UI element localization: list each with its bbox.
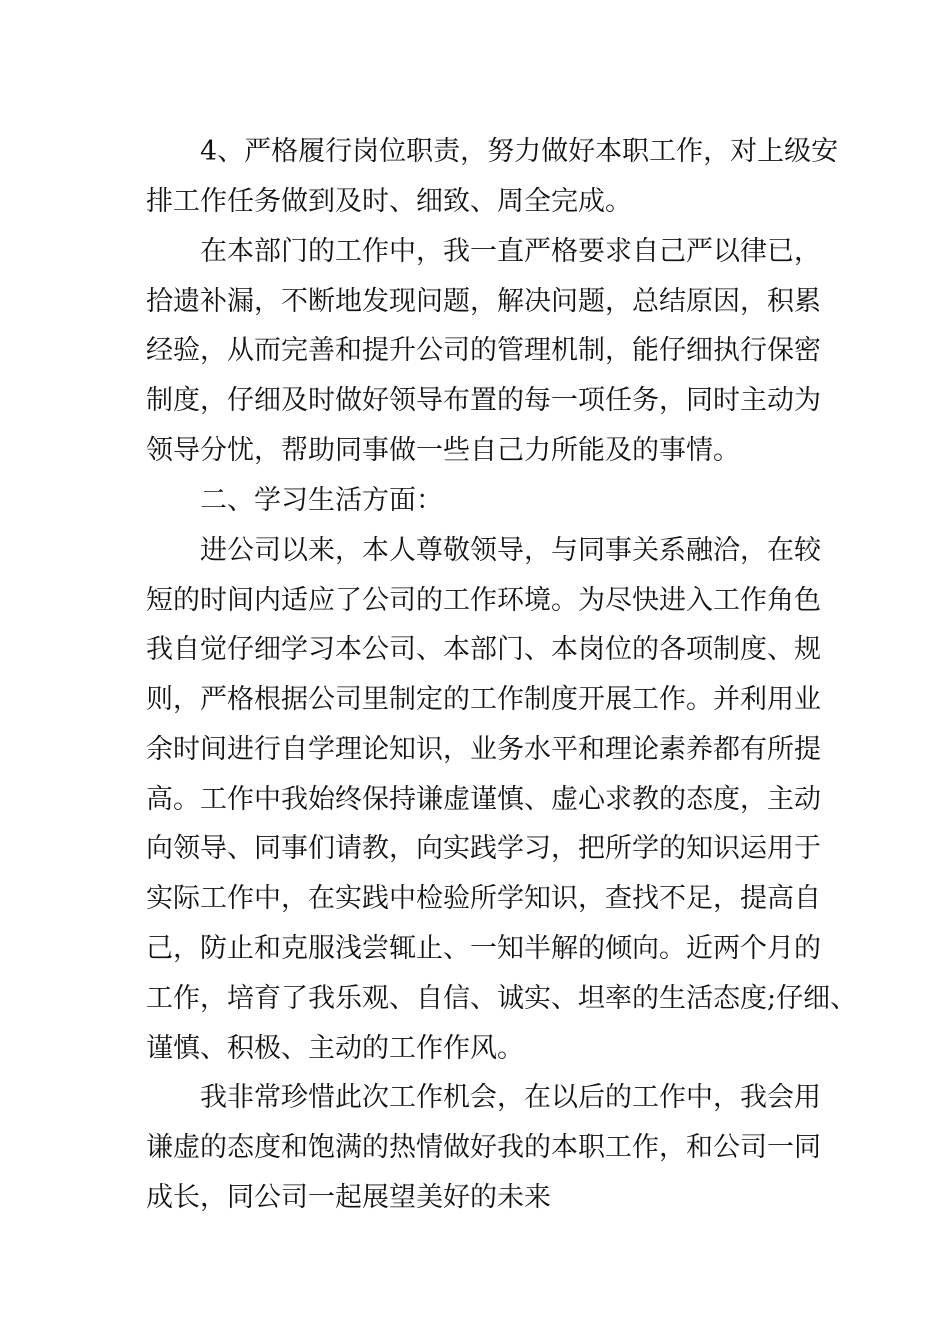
- text-line: 经验，从而完善和提升公司的管理机制，能仔细执行保密: [146, 335, 821, 366]
- text-line: 短的时间内适应了公司的工作环境。为尽快进入工作角色: [146, 585, 821, 616]
- text-line: 余时间进行自学理论知识，业务水平和理论素养都有所提: [146, 734, 821, 765]
- text-line: 进公司以来，本人尊敬领导，与同事关系融洽，在较: [200, 535, 821, 566]
- text-line: 我自觉仔细学习本公司、本部门、本岗位的各项制度、规: [146, 634, 821, 665]
- text-line: 向领导、同事们请教，向实践学习，把所学的知识运用于: [146, 833, 821, 864]
- text-line: 制度，仔细及时做好领导布置的每一项任务，同时主动为: [146, 385, 821, 416]
- text-line: 则，严格根据公司里制定的工作制度开展工作。并利用业: [146, 684, 821, 715]
- text-line: 高。工作中我始终保持谦虚谨慎、虚心求教的态度，主动: [146, 784, 821, 815]
- text-line: 实际工作中，在实践中检验所学知识，查找不足，提高自: [146, 883, 821, 914]
- text-line: 领导分忧，帮助同事做一些自己力所能及的事情。: [146, 435, 740, 466]
- text-line: 成长，同公司一起展望美好的未来: [146, 1182, 551, 1213]
- text-line: 己，防止和克服浅尝辄止、一知半解的倾向。近两个月的: [146, 933, 821, 964]
- text-line: 排工作任务做到及时、细致、周全完成。: [146, 186, 632, 217]
- text-line: 4、严格履行岗位职责，努力做好本职工作，对上级安: [200, 136, 839, 167]
- text-line: 谨慎、积极、主动的工作作风。: [146, 1033, 524, 1064]
- section-heading: 二、学习生活方面：: [200, 485, 443, 516]
- text-line: 拾遗补漏，不断地发现问题，解决问题，总结原因，积累: [146, 286, 821, 317]
- text-line: 工作，培育了我乐观、自信、诚实、坦率的生活态度;仔细、: [146, 983, 858, 1014]
- text-line: 谦虚的态度和饱满的热情做好我的本职工作，和公司一同: [146, 1132, 821, 1163]
- text-line: 在本部门的工作中，我一直严格要求自己严以律已，: [200, 236, 821, 267]
- text-line: 我非常珍惜此次工作机会，在以后的工作中，我会用: [200, 1082, 821, 1113]
